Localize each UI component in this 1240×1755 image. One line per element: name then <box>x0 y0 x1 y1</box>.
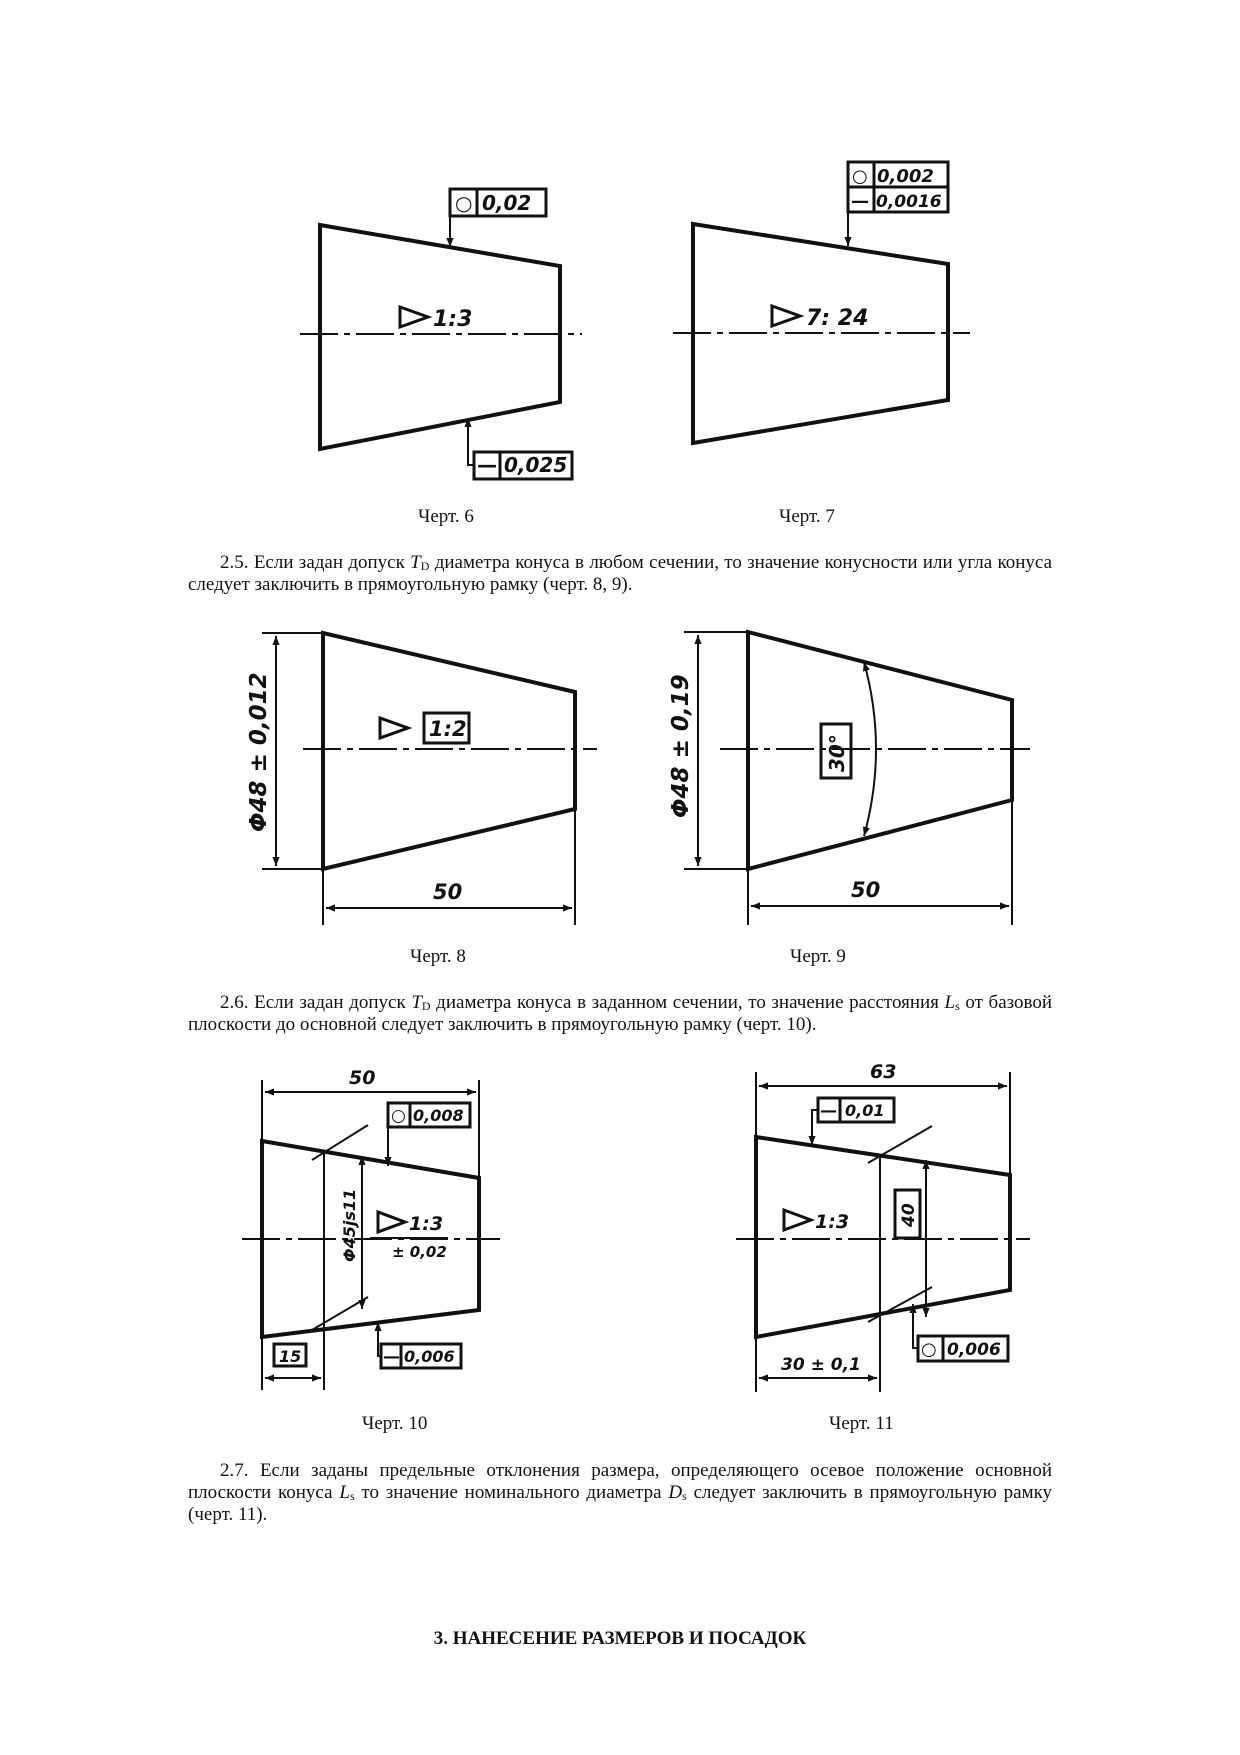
fig10-frame-bottom-symbol: — <box>383 1347 400 1367</box>
para-text: диаметра конуса в любом сечении, то значение конусности или угла конуса следует заключить в прямоугольную рамку (черт. 8, 9). <box>188 552 1053 595</box>
caption-fig9: Черт. 9 <box>790 946 846 967</box>
taper-symbol-icon <box>380 718 408 738</box>
caption-fig6: Черт. 6 <box>418 506 474 527</box>
symbol: L <box>339 1482 350 1503</box>
para-number: 2.5. <box>220 552 249 573</box>
fig11-frame-bottom-value: 0,006 <box>947 1340 1001 1360</box>
taper-symbol-icon <box>784 1210 811 1230</box>
taper-symbol-icon <box>400 307 428 327</box>
fig6-frame-top-value: 0,02 <box>482 191 532 215</box>
fig10-offset-label: 15 <box>279 1347 302 1366</box>
figure-10 <box>242 1080 500 1390</box>
fig11-frame-top-value: 0,01 <box>845 1101 885 1120</box>
subscript: s <box>955 999 960 1013</box>
cone-outline <box>320 225 560 449</box>
fig9-length-label: 50 <box>851 878 881 902</box>
fig7-frame2-value: 0,0016 <box>876 192 942 212</box>
cone-outline <box>323 633 575 869</box>
drawing-labels <box>246 166 1001 1375</box>
fig11-length-label: 63 <box>870 1061 897 1083</box>
fig8-taper-label: 1:2 <box>429 717 467 741</box>
subscript: s <box>682 1489 687 1503</box>
fig6-frame-top-symbol: ○ <box>455 191 473 215</box>
cone-outline <box>756 1137 1010 1337</box>
cone-outline <box>748 632 1012 869</box>
para-text: Если заданы предельные отклонения размера, определяющего осевое положение основной плоскости конуса <box>188 1460 1052 1503</box>
para-text: Если задан допуск <box>253 552 405 573</box>
symbol: T <box>410 552 421 573</box>
fig10-length-label: 50 <box>349 1067 376 1089</box>
fig10-frame-bottom-value: 0,006 <box>404 1347 455 1366</box>
fig10-diameter-label: Φ45js11 <box>340 1188 359 1262</box>
fig11-diameter-label: 40 <box>899 1203 919 1227</box>
para-text: то значение номинального диаметра <box>361 1482 662 1503</box>
fig7-frame1-symbol: ○ <box>852 166 868 187</box>
fig11-frame-top-symbol: — <box>820 1101 837 1121</box>
caption-fig10: Черт. 10 <box>362 1413 428 1434</box>
symbol: T <box>411 992 422 1013</box>
fig11-offset-label: 30 ± 0,1 <box>781 1355 861 1375</box>
subscript: D <box>421 999 431 1013</box>
para-text: от базовой плоскости до основной следует заключить в прямоугольную рамку (черт. 10). <box>188 992 1053 1035</box>
section-heading: 3. НАНЕСЕНИЕ РАЗМЕРОВ И ПОСАДОК <box>433 1628 807 1649</box>
caption-fig8: Черт. 8 <box>410 946 466 967</box>
fig10-taper-label: 1:3 <box>409 1213 444 1235</box>
fig10-frame-top-symbol: ○ <box>391 1106 406 1126</box>
fig8-diameter-label: Φ48 ± 0,012 <box>246 672 272 832</box>
fig8-length-label: 50 <box>433 880 463 904</box>
fig7-frame2-symbol: — <box>851 191 869 212</box>
para-number: 2.7. <box>220 1460 249 1481</box>
paragraph-2-6 <box>188 992 1052 1036</box>
taper-symbol-icon <box>378 1212 405 1232</box>
fig11-taper-label: 1:3 <box>815 1211 850 1233</box>
para-text: следует заключить в прямоугольную рамку (черт. 11). <box>188 1482 1053 1525</box>
para-text: диаметра конуса в заданном сечении, то значение расстояния <box>436 992 939 1013</box>
fig10-frame-top-value: 0,008 <box>413 1106 464 1125</box>
taper-symbol-icon <box>772 306 800 326</box>
caption-fig7: Черт. 7 <box>779 506 835 527</box>
paragraph-2-5 <box>188 552 1052 596</box>
caption-fig11: Черт. 11 <box>829 1413 894 1434</box>
figure-6 <box>300 189 582 479</box>
para-number: 2.6. <box>220 992 249 1013</box>
fig6-taper-label: 1:3 <box>433 307 473 332</box>
fig9-diameter-label: Φ48 ± 0,19 <box>668 674 694 818</box>
para-text: Если задан допуск <box>254 992 406 1013</box>
fig7-taper-label: 7: 24 <box>806 306 869 331</box>
fig11-frame-bottom-symbol: ○ <box>921 1339 937 1360</box>
fig6-frame-bottom-symbol: — <box>477 453 497 477</box>
fig10-taper-tolerance: ± 0,02 <box>392 1243 447 1261</box>
subscript: s <box>349 1489 355 1503</box>
symbol: D <box>668 1482 683 1503</box>
fig6-frame-bottom-value: 0,025 <box>504 453 568 477</box>
paragraph-2-7 <box>188 1460 1052 1526</box>
figure-8 <box>262 633 597 925</box>
fig9-angle-label: 30° <box>825 734 849 772</box>
subscript: D <box>420 559 430 573</box>
fig7-frame1-value: 0,002 <box>877 166 934 187</box>
symbol: L <box>944 992 956 1013</box>
